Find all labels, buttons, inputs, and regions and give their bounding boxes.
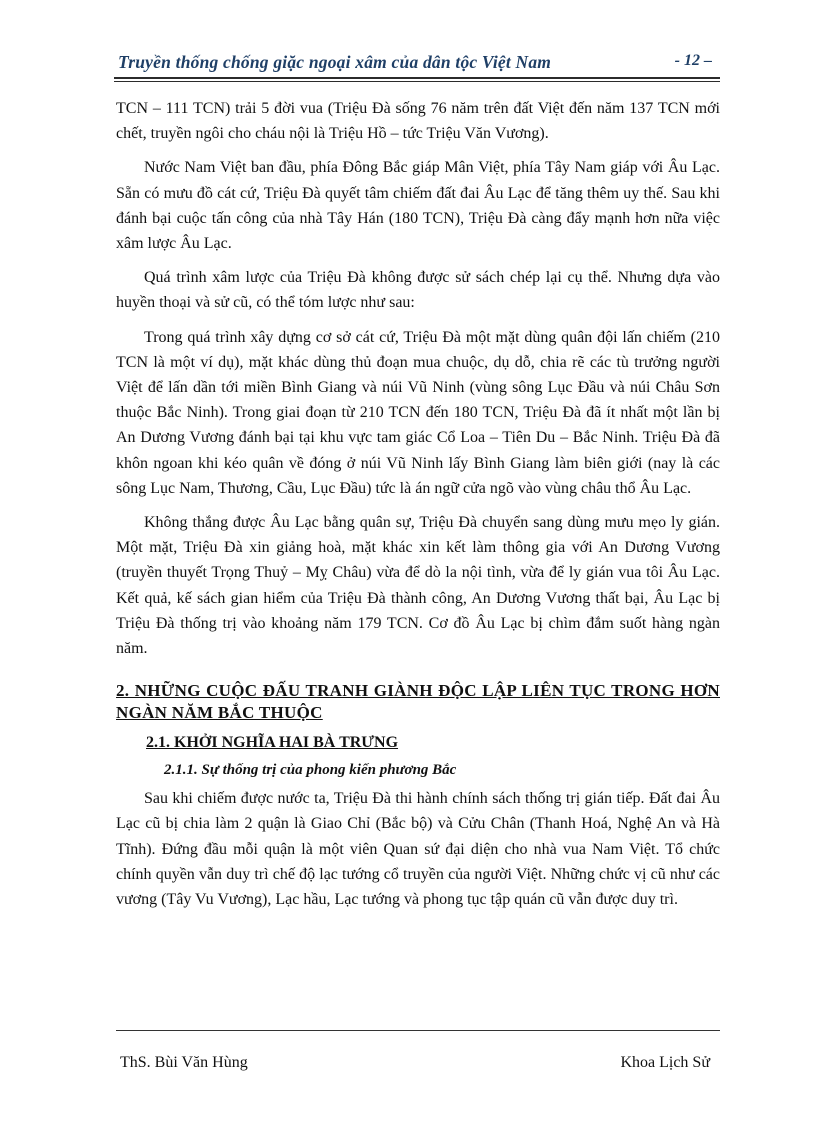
paragraph-6: Sau khi chiếm được nước ta, Triệu Đà thi hành chính sách thống trị gián tiếp. Đất đai Âu Lạc cũ bị chia làm 2 quận là Giao Chỉ (Bắc bộ) và Cửu Chân (Thanh Hoá, Nghệ An và Hà Tĩnh). Đứng đầu mỗi quận là một viên Quan sứ đại diện cho nhà vua Nam Việt. Tổ chức chính quyền vẫn duy trì chế độ lạc tướng cổ truyền của người Việt. Những chức vị cũ như các vương (Tây Vu Vương), Lạc hầu, Lạc tướng và phong tục tập quán cũ vẫn được duy trì. (116, 790, 720, 909)
paragraph-3: Quá trình xâm lược của Triệu Đà không được sử sách chép lại cụ thể. Nhưng dựa vào huyền thoại và sử cũ, có thể tóm lược như sau: (116, 269, 720, 312)
page-header (114, 46, 718, 76)
paragraph-5: Không thắng được Âu Lạc bằng quân sự, Triệu Đà chuyển sang dùng mưu mẹo ly gián. Một mặt, Triệu Đà xin giảng hoà, mặt khác xin kết làm thông gia với An Dương Vương (truyền thuyết Trọng Thuỷ – Mỵ Châu) vừa để dò la nội tình, vừa để ly gián vua tôi Âu Lạc. Kết quả, kế sách gian hiểm của Triệu Đà thành công, An Dương Vương thất bại, Âu Lạc bị Triệu Đà thống trị vào khoảng năm 179 TCN. Cơ đồ Âu Lạc bị chìm đắm suốt hàng ngàn năm. (116, 514, 720, 658)
footer-divider (116, 1030, 720, 1031)
footer-author: ThS. Bùi Văn Hùng (120, 1054, 248, 1071)
section-heading: 2. NHỮNG CUỘC ĐẤU TRANH GIÀNH ĐỘC LẬP LIÊN TỤC TRONG HƠN NGÀN NĂM BẮC THUỘC (116, 681, 720, 723)
header-title: Truyền thống chống giặc ngoại xâm của dân tộc Việt Nam (118, 52, 552, 72)
paragraph-4: Trong quá trình xây dựng cơ sở cát cứ, Triệu Đà một mặt dùng quân đội lấn chiếm (210 TCN là một ví dụ), mặt khác dùng thủ đoạn mua chuộc, dụ dỗ, chia rẽ các tù trưởng người Việt để lấn dần tới miền Bình Giang và núi Vũ Ninh (vùng sông Lục Đầu và núi Châu Sơn thuộc Bắc Ninh). Trong giai đoạn từ 210 TCN đến 180 TCN, Triệu Đà đã ít nhất một lần bị An Dương Vương đánh bại tại khu vực tam giác Cổ Loa – Tiên Du – Bắc Ninh. Triệu Đà đã khôn ngoan khi kéo quân về đóng ở núi Vũ Ninh lấy Bình Giang làm biên giới (nay là các sông Lục Nam, Thương, Cầu, Lục Đầu) tức là án ngữ cửa ngõ vào vùng châu thổ Âu Lạc. (116, 328, 720, 497)
page-content (116, 96, 720, 912)
footer-department: Khoa Lịch Sử (620, 1054, 710, 1071)
subsection-heading: 2.1. KHỞI NGHĨA HAI BÀ TRƯNG (146, 734, 399, 752)
paragraph-2: Nước Nam Việt ban đầu, phía Đông Bắc giáp Mân Việt, phía Tây Nam giáp với Âu Lạc. Sẵn có mưu đồ cát cứ, Triệu Đà quyết tâm chiếm đất đai Âu Lạc để tăng thêm uy thế. Sau khi đánh bại cuộc tấn công của nhà Tây Hán (180 TCN), Triệu Đà càng đẩy mạnh hơn nữa việc xâm lược Âu Lạc. (116, 159, 720, 253)
subsubsection-heading: 2.1.1. Sự thống trị của phong kiến phương Bắc (164, 762, 457, 779)
paragraph-1: TCN – 111 TCN) trải 5 đời vua (Triệu Đà sống 76 năm trên đất Việt đến năm 137 TCN mới chết, truyền ngôi cho cháu nội là Triệu Hồ – tức Triệu Văn Vương). (116, 100, 720, 143)
header-divider (114, 77, 720, 79)
page-number: - 12 – (674, 52, 712, 69)
header-divider-thin (114, 81, 720, 82)
